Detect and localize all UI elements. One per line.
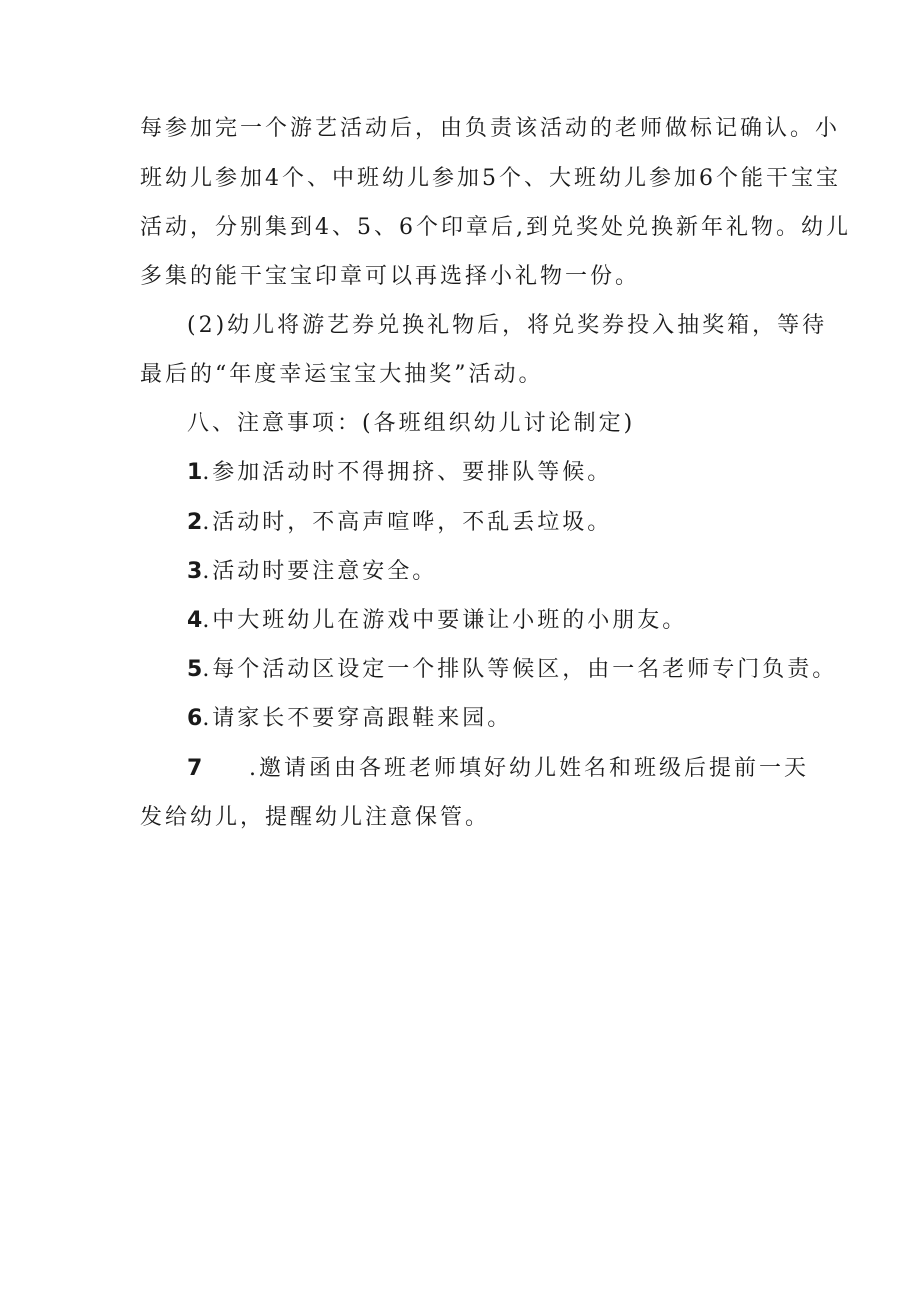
- list-item-text: .邀请函由各班老师填好幼儿姓名和班级后提前一天: [249, 756, 809, 781]
- paragraph-1-line-4: 多集的能干宝宝印章可以再选择小礼物一份。: [140, 264, 641, 289]
- list-item-text: .活动时要注意安全。: [202, 559, 438, 584]
- list-item-number: 7: [187, 756, 203, 781]
- paragraph-1-line-3: 活动，分别集到4、5、6个印章后,到兑奖处兑换新年礼物。幼儿: [140, 215, 851, 240]
- list-item-continuation: 发给幼儿，提醒幼儿注意保管。: [140, 805, 491, 830]
- paragraph-1-line-2: 班幼儿参加4个、中班幼儿参加5个、大班幼儿参加6个能干宝宝: [140, 166, 841, 191]
- list-item: [187, 754, 809, 784]
- section-8-heading: 八、注意事项：(各班组织幼儿讨论制定): [187, 411, 636, 436]
- paragraph-2-line-1: (2)幼儿将游艺券兑换礼物后，将兑奖券投入抽奖箱，等待: [187, 313, 828, 338]
- paragraph-1-line-1: 每参加完一个游艺活动后，由负责该活动的老师做标记确认。小: [140, 116, 841, 141]
- list-item-text: .参加活动时不得拥挤、要排队等候。: [202, 460, 613, 485]
- list-item-text: .请家长不要穿高跟鞋来园。: [202, 706, 513, 731]
- list-item-number: 1: [187, 460, 203, 485]
- list-item: [187, 655, 837, 685]
- list-item-number: 6: [187, 706, 203, 731]
- list-item-text: .活动时，不高声喧哗，不乱丢垃圾。: [202, 510, 613, 535]
- list-item-text: .每个活动区设定一个排队等候区，由一名老师专门负责。: [202, 657, 838, 682]
- list-item: [187, 508, 612, 538]
- list-item-number: 5: [187, 657, 203, 682]
- list-item: [187, 606, 687, 636]
- list-item-number: 2: [187, 510, 203, 535]
- list-item: [187, 557, 437, 587]
- list-item: [187, 458, 612, 488]
- list-item: [187, 704, 512, 734]
- list-item-number: 4: [187, 608, 203, 633]
- list-item-text: .中大班幼儿在游戏中要谦让小班的小朋友。: [202, 608, 688, 633]
- paragraph-2-line-2: 最后的“年度幸运宝宝大抽奖”活动。: [140, 362, 544, 387]
- list-item-number: 3: [187, 559, 203, 584]
